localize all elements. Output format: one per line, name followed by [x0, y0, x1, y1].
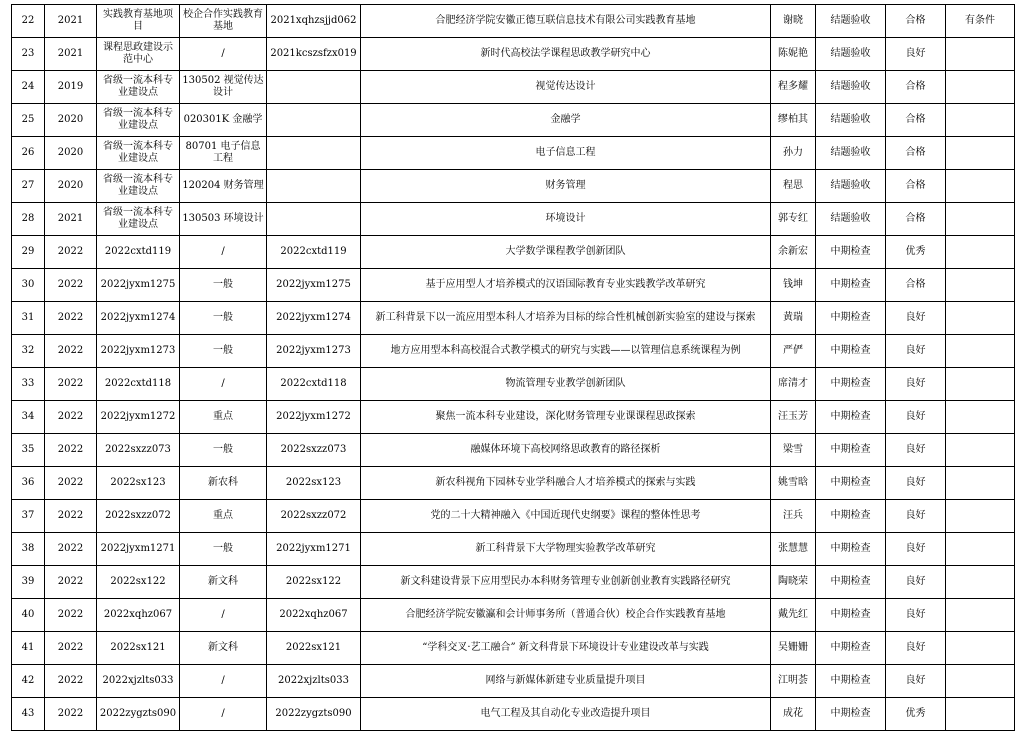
table-row — [12, 335, 1015, 368]
cell-category: 课程思政建设示范中心 — [97, 38, 180, 71]
cell-category: 2022sx123 — [97, 467, 180, 500]
cell-stage: 结题验收 — [816, 5, 886, 38]
table-row — [12, 368, 1015, 401]
cell-result: 良好 — [886, 566, 946, 599]
cell-stage: 中期检查 — [816, 269, 886, 302]
cell-year: 2022 — [45, 533, 97, 566]
cell-project-code: 2022sx123 — [267, 467, 361, 500]
cell-project-code — [267, 203, 361, 236]
table-row — [12, 203, 1015, 236]
cell-note — [946, 203, 1015, 236]
cell-result: 合格 — [886, 203, 946, 236]
cell-note — [946, 698, 1015, 731]
cell-stage: 中期检查 — [816, 401, 886, 434]
cell-project-name: 合肥经济学院安徽正德互联信息技术有限公司实践教育基地 — [361, 5, 771, 38]
cell-note — [946, 236, 1015, 269]
cell-subtype: 校企合作实践教育基地 — [180, 5, 267, 38]
table-row — [12, 698, 1015, 731]
cell-index: 26 — [12, 137, 45, 170]
table-row — [12, 5, 1015, 38]
cell-leader: 陈妮艳 — [771, 38, 816, 71]
cell-year: 2022 — [45, 368, 97, 401]
cell-year: 2022 — [45, 467, 97, 500]
cell-stage: 中期检查 — [816, 566, 886, 599]
cell-category: 2022zygzts090 — [97, 698, 180, 731]
cell-stage: 结题验收 — [816, 137, 886, 170]
cell-stage: 中期检查 — [816, 236, 886, 269]
table-row — [12, 467, 1015, 500]
cell-project-name: 融媒体环境下高校网络思政教育的路径探析 — [361, 434, 771, 467]
cell-year: 2022 — [45, 665, 97, 698]
cell-leader: 钱坤 — [771, 269, 816, 302]
cell-stage: 中期检查 — [816, 665, 886, 698]
cell-subtype: 新文科 — [180, 632, 267, 665]
cell-leader: 郭专红 — [771, 203, 816, 236]
cell-project-code: 2021kcszsfzx019 — [267, 38, 361, 71]
cell-index: 28 — [12, 203, 45, 236]
cell-index: 36 — [12, 467, 45, 500]
cell-project-code: 2022jyxm1275 — [267, 269, 361, 302]
cell-year: 2021 — [45, 5, 97, 38]
cell-subtype: / — [180, 368, 267, 401]
cell-leader: 程思 — [771, 170, 816, 203]
cell-note — [946, 170, 1015, 203]
cell-result: 良好 — [886, 500, 946, 533]
cell-category: 2022sx121 — [97, 632, 180, 665]
cell-result: 合格 — [886, 71, 946, 104]
cell-subtype: 130502 视觉传达设计 — [180, 71, 267, 104]
cell-leader: 梁雪 — [771, 434, 816, 467]
cell-category: 2022jyxm1275 — [97, 269, 180, 302]
cell-project-name: 视觉传达设计 — [361, 71, 771, 104]
table-row — [12, 170, 1015, 203]
cell-category: 2022sxzz073 — [97, 434, 180, 467]
cell-leader: 谢晓 — [771, 5, 816, 38]
cell-stage: 中期检查 — [816, 533, 886, 566]
cell-note — [946, 38, 1015, 71]
cell-stage: 中期检查 — [816, 599, 886, 632]
cell-project-name: 新工科背景下大学物理实验教学改革研究 — [361, 533, 771, 566]
cell-subtype: 020301K 金融学 — [180, 104, 267, 137]
cell-result: 良好 — [886, 434, 946, 467]
cell-subtype: / — [180, 599, 267, 632]
cell-result: 合格 — [886, 170, 946, 203]
cell-result: 合格 — [886, 137, 946, 170]
cell-note — [946, 566, 1015, 599]
table-row — [12, 104, 1015, 137]
cell-project-name: 物流管理专业教学创新团队 — [361, 368, 771, 401]
cell-project-code: 2022sx121 — [267, 632, 361, 665]
cell-leader: 缪柏其 — [771, 104, 816, 137]
cell-project-code — [267, 137, 361, 170]
cell-result: 良好 — [886, 302, 946, 335]
cell-project-name: 党的二十大精神融入《中国近现代史纲要》课程的整体性思考 — [361, 500, 771, 533]
cell-project-name: 地方应用型本科高校混合式教学模式的研究与实践——以管理信息系统课程为例 — [361, 335, 771, 368]
cell-leader: 成花 — [771, 698, 816, 731]
cell-leader: 戴先红 — [771, 599, 816, 632]
cell-year: 2022 — [45, 698, 97, 731]
cell-category: 省级一流本科专业建设点 — [97, 137, 180, 170]
cell-note — [946, 467, 1015, 500]
cell-leader: 张慧慧 — [771, 533, 816, 566]
cell-project-name: 金融学 — [361, 104, 771, 137]
cell-project-name: 新工科背景下以一流应用型本科人才培养为目标的综合性机械创新实验室的建设与探索 — [361, 302, 771, 335]
cell-category: 2022sxzz072 — [97, 500, 180, 533]
cell-project-code — [267, 170, 361, 203]
cell-stage: 中期检查 — [816, 467, 886, 500]
cell-index: 37 — [12, 500, 45, 533]
table-row — [12, 236, 1015, 269]
cell-leader: 陶晓荣 — [771, 566, 816, 599]
cell-stage: 中期检查 — [816, 632, 886, 665]
cell-leader: 黄瑞 — [771, 302, 816, 335]
cell-category: 省级一流本科专业建设点 — [97, 170, 180, 203]
cell-index: 25 — [12, 104, 45, 137]
cell-subtype: 130503 环境设计 — [180, 203, 267, 236]
table-row — [12, 533, 1015, 566]
cell-stage: 结题验收 — [816, 203, 886, 236]
cell-index: 35 — [12, 434, 45, 467]
cell-project-name: 新时代高校法学课程思政教学研究中心 — [361, 38, 771, 71]
cell-category: 2022cxtd119 — [97, 236, 180, 269]
cell-stage: 结题验收 — [816, 38, 886, 71]
cell-stage: 结题验收 — [816, 170, 886, 203]
cell-project-code: 2022xjzlts033 — [267, 665, 361, 698]
cell-stage: 中期检查 — [816, 434, 886, 467]
cell-note — [946, 269, 1015, 302]
cell-index: 34 — [12, 401, 45, 434]
cell-index: 27 — [12, 170, 45, 203]
cell-subtype: 80701 电子信息工程 — [180, 137, 267, 170]
cell-note — [946, 500, 1015, 533]
cell-leader: 汪玉芳 — [771, 401, 816, 434]
cell-project-name: 新文科建设背景下应用型民办本科财务管理专业创新创业教育实践路径研究 — [361, 566, 771, 599]
cell-project-code: 2022sxzz072 — [267, 500, 361, 533]
table-row — [12, 302, 1015, 335]
cell-leader: 江明荟 — [771, 665, 816, 698]
cell-note — [946, 632, 1015, 665]
cell-result: 良好 — [886, 335, 946, 368]
cell-year: 2021 — [45, 38, 97, 71]
cell-leader: 汪兵 — [771, 500, 816, 533]
cell-stage: 结题验收 — [816, 104, 886, 137]
cell-result: 合格 — [886, 104, 946, 137]
cell-result: 良好 — [886, 533, 946, 566]
cell-project-code: 2022jyxm1272 — [267, 401, 361, 434]
cell-result: 良好 — [886, 632, 946, 665]
cell-project-code: 2022jyxm1274 — [267, 302, 361, 335]
cell-year: 2022 — [45, 500, 97, 533]
table-row — [12, 38, 1015, 71]
cell-project-code: 2022sxzz073 — [267, 434, 361, 467]
cell-index: 39 — [12, 566, 45, 599]
cell-index: 43 — [12, 698, 45, 731]
table-row — [12, 566, 1015, 599]
table-body — [12, 5, 1015, 731]
cell-note — [946, 599, 1015, 632]
cell-subtype: 120204 财务管理 — [180, 170, 267, 203]
cell-project-name: 基于应用型人才培养模式的汉语国际教育专业实践教学改革研究 — [361, 269, 771, 302]
cell-year: 2019 — [45, 71, 97, 104]
cell-project-name: 大学数学课程教学创新团队 — [361, 236, 771, 269]
cell-index: 31 — [12, 302, 45, 335]
cell-project-name: 财务管理 — [361, 170, 771, 203]
table-row — [12, 599, 1015, 632]
cell-year: 2022 — [45, 401, 97, 434]
cell-index: 30 — [12, 269, 45, 302]
cell-index: 40 — [12, 599, 45, 632]
table-row — [12, 665, 1015, 698]
cell-project-code: 2021xqhzsjjd062 — [267, 5, 361, 38]
cell-index: 23 — [12, 38, 45, 71]
cell-index: 38 — [12, 533, 45, 566]
cell-subtype: 一般 — [180, 335, 267, 368]
cell-note: 有条件 — [946, 5, 1015, 38]
cell-note — [946, 71, 1015, 104]
cell-category: 2022xjzlts033 — [97, 665, 180, 698]
cell-result: 良好 — [886, 38, 946, 71]
table-row — [12, 632, 1015, 665]
cell-year: 2021 — [45, 203, 97, 236]
cell-project-name: 聚焦一流本科专业建设，深化财务管理专业课课程思政探索 — [361, 401, 771, 434]
cell-stage: 结题验收 — [816, 71, 886, 104]
cell-note — [946, 302, 1015, 335]
cell-year: 2022 — [45, 236, 97, 269]
cell-project-code: 2022xqhz067 — [267, 599, 361, 632]
cell-subtype: 一般 — [180, 269, 267, 302]
cell-note — [946, 401, 1015, 434]
cell-note — [946, 368, 1015, 401]
cell-project-code: 2022sx122 — [267, 566, 361, 599]
cell-category: 2022jyxm1272 — [97, 401, 180, 434]
cell-subtype: / — [180, 236, 267, 269]
cell-subtype: 重点 — [180, 401, 267, 434]
cell-subtype: / — [180, 698, 267, 731]
cell-leader: 孙力 — [771, 137, 816, 170]
cell-subtype: / — [180, 38, 267, 71]
cell-result: 良好 — [886, 401, 946, 434]
cell-category: 2022jyxm1273 — [97, 335, 180, 368]
cell-note — [946, 137, 1015, 170]
cell-category: 2022xqhz067 — [97, 599, 180, 632]
cell-year: 2022 — [45, 599, 97, 632]
cell-result: 优秀 — [886, 236, 946, 269]
cell-category: 2022jyxm1274 — [97, 302, 180, 335]
cell-stage: 中期检查 — [816, 500, 886, 533]
cell-subtype: 新农科 — [180, 467, 267, 500]
cell-category: 省级一流本科专业建设点 — [97, 71, 180, 104]
cell-project-name: “学科交叉·艺工融合” 新文科背景下环境设计专业建设改革与实践 — [361, 632, 771, 665]
cell-leader: 严俨 — [771, 335, 816, 368]
cell-subtype: 一般 — [180, 434, 267, 467]
cell-category: 省级一流本科专业建设点 — [97, 104, 180, 137]
cell-result: 良好 — [886, 467, 946, 500]
cell-project-name: 网络与新媒体新建专业质量提升项目 — [361, 665, 771, 698]
cell-index: 33 — [12, 368, 45, 401]
cell-note — [946, 104, 1015, 137]
cell-result: 良好 — [886, 665, 946, 698]
cell-year: 2022 — [45, 269, 97, 302]
cell-result: 合格 — [886, 5, 946, 38]
cell-leader: 余新宏 — [771, 236, 816, 269]
cell-subtype: 一般 — [180, 302, 267, 335]
table-row — [12, 500, 1015, 533]
cell-stage: 中期检查 — [816, 698, 886, 731]
cell-subtype: / — [180, 665, 267, 698]
cell-index: 24 — [12, 71, 45, 104]
cell-project-name: 新农科视角下园林专业学科融合人才培养模式的探索与实践 — [361, 467, 771, 500]
cell-leader: 吴姗姗 — [771, 632, 816, 665]
cell-year: 2020 — [45, 170, 97, 203]
cell-project-code: 2022cxtd119 — [267, 236, 361, 269]
cell-year: 2020 — [45, 137, 97, 170]
cell-note — [946, 434, 1015, 467]
cell-project-code: 2022zygzts090 — [267, 698, 361, 731]
table-row — [12, 71, 1015, 104]
cell-project-name: 电子信息工程 — [361, 137, 771, 170]
cell-index: 29 — [12, 236, 45, 269]
cell-year: 2022 — [45, 335, 97, 368]
cell-year: 2022 — [45, 302, 97, 335]
cell-project-name: 合肥经济学院安徽瀛和会计师事务所（普通合伙）校企合作实践教育基地 — [361, 599, 771, 632]
cell-project-code: 2022cxtd118 — [267, 368, 361, 401]
cell-project-code — [267, 104, 361, 137]
cell-note — [946, 665, 1015, 698]
cell-project-code — [267, 71, 361, 104]
cell-project-name: 环境设计 — [361, 203, 771, 236]
cell-index: 32 — [12, 335, 45, 368]
cell-leader: 姚雪晗 — [771, 467, 816, 500]
cell-note — [946, 533, 1015, 566]
project-table — [11, 4, 1015, 731]
cell-year: 2020 — [45, 104, 97, 137]
cell-category: 省级一流本科专业建设点 — [97, 203, 180, 236]
project-table-sheet — [11, 4, 1014, 731]
cell-stage: 中期检查 — [816, 302, 886, 335]
cell-project-code: 2022jyxm1273 — [267, 335, 361, 368]
cell-subtype: 一般 — [180, 533, 267, 566]
cell-year: 2022 — [45, 632, 97, 665]
cell-index: 41 — [12, 632, 45, 665]
cell-note — [946, 335, 1015, 368]
cell-index: 22 — [12, 5, 45, 38]
cell-index: 42 — [12, 665, 45, 698]
table-row — [12, 269, 1015, 302]
table-row — [12, 434, 1015, 467]
cell-result: 良好 — [886, 599, 946, 632]
cell-leader: 程多耀 — [771, 71, 816, 104]
cell-year: 2022 — [45, 434, 97, 467]
cell-subtype: 重点 — [180, 500, 267, 533]
cell-project-name: 电气工程及其自动化专业改造提升项目 — [361, 698, 771, 731]
cell-result: 良好 — [886, 368, 946, 401]
cell-result: 优秀 — [886, 698, 946, 731]
cell-stage: 中期检查 — [816, 335, 886, 368]
cell-year: 2022 — [45, 566, 97, 599]
cell-result: 合格 — [886, 269, 946, 302]
table-row — [12, 401, 1015, 434]
cell-category: 2022jyxm1271 — [97, 533, 180, 566]
table-row — [12, 137, 1015, 170]
cell-category: 2022cxtd118 — [97, 368, 180, 401]
cell-subtype: 新文科 — [180, 566, 267, 599]
cell-category: 2022sx122 — [97, 566, 180, 599]
cell-leader: 席清才 — [771, 368, 816, 401]
cell-project-code: 2022jyxm1271 — [267, 533, 361, 566]
cell-category: 实践教育基地项目 — [97, 5, 180, 38]
cell-stage: 中期检查 — [816, 368, 886, 401]
